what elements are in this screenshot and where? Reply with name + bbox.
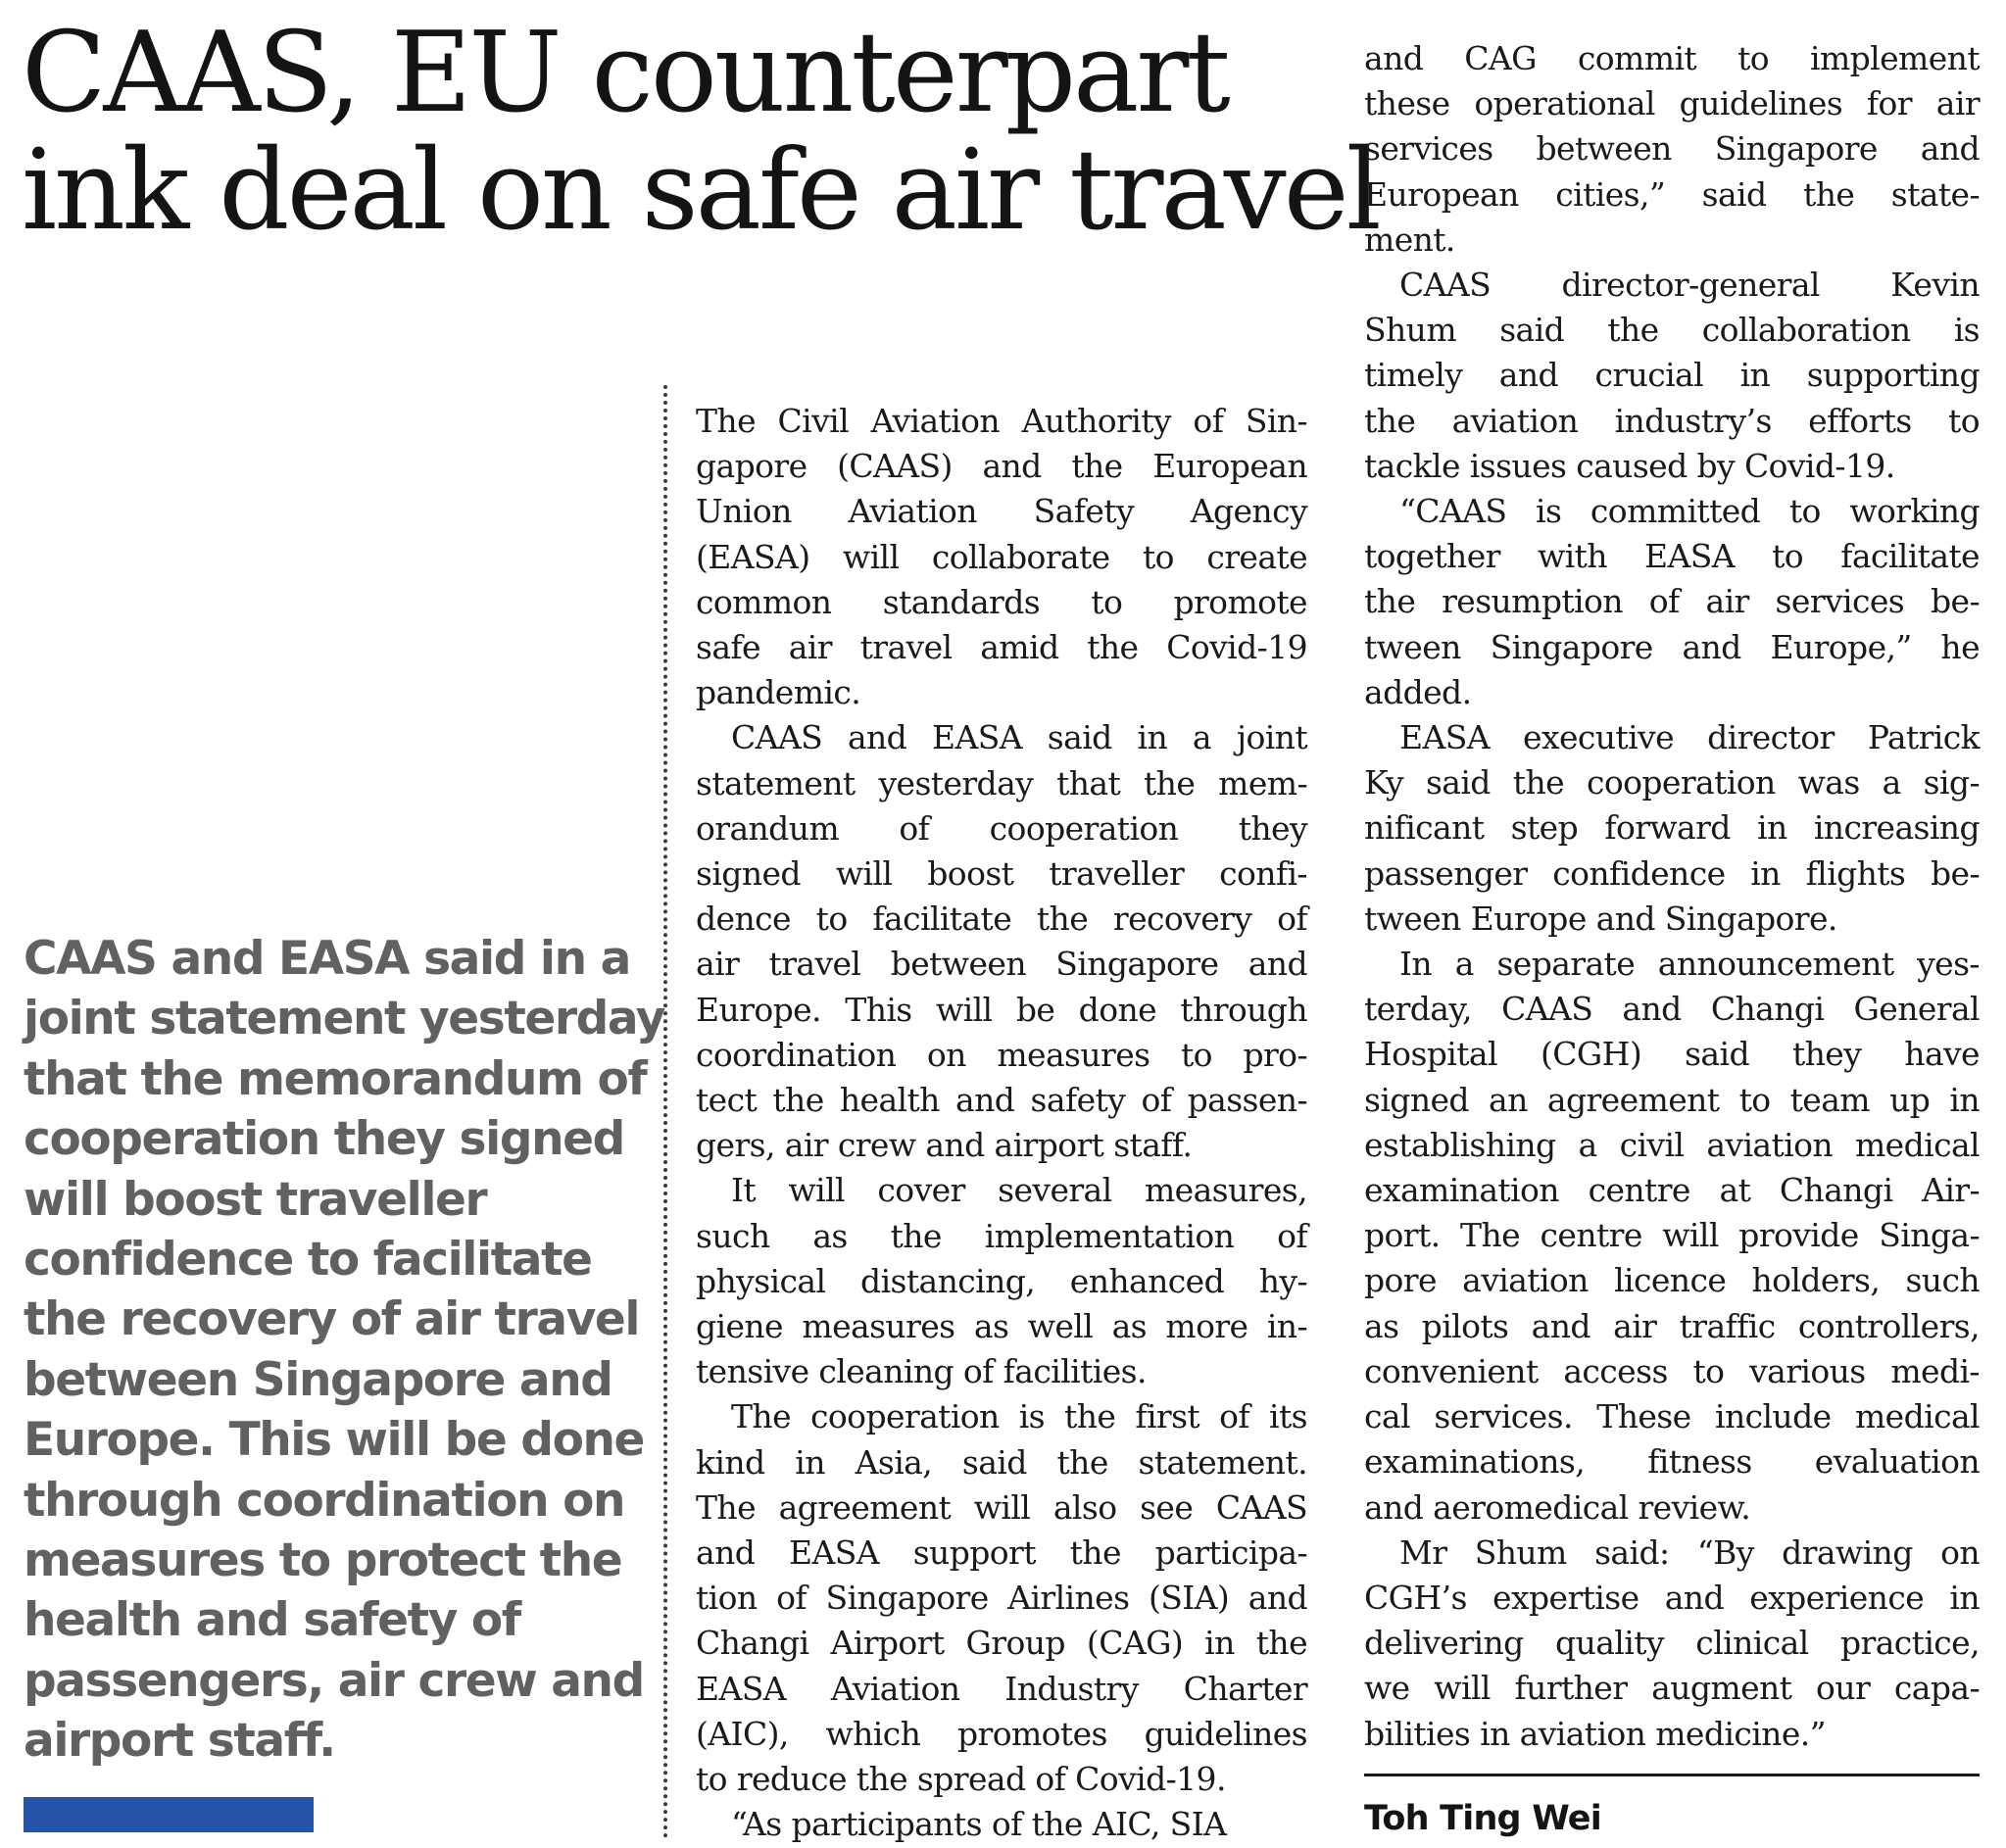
text-line: “CAAS is committed to working bbox=[1399, 492, 1980, 531]
text-line: common standards to promote bbox=[696, 582, 1307, 621]
text-line: EASA executive director Patrick bbox=[1399, 718, 1980, 757]
paragraph bbox=[696, 1168, 1307, 1394]
text-line: Ky said the cooperation was a sig- bbox=[1364, 763, 1980, 802]
body-column-1 bbox=[696, 399, 1307, 1848]
paragraph bbox=[1364, 1531, 1980, 1757]
text-line: examination centre at Changi Air- bbox=[1364, 1171, 1980, 1210]
text-line: “As participants of the AIC, SIA bbox=[731, 1805, 1227, 1844]
text-line: and aeromedical review. bbox=[1364, 1487, 1751, 1527]
text-line: air travel between Singapore and bbox=[696, 945, 1307, 984]
paragraph bbox=[1364, 263, 1980, 489]
text-line: CAAS director-general Kevin bbox=[1399, 266, 1980, 305]
text-line: bilities in aviation medicine.” bbox=[1364, 1714, 1826, 1753]
byline-divider bbox=[1364, 1774, 1980, 1776]
paragraph bbox=[696, 1394, 1307, 1802]
text-line: Hospital (CGH) said they have bbox=[1364, 1035, 1980, 1074]
paragraph bbox=[1364, 489, 1980, 715]
text-line: Changi Airport Group (CAG) in the bbox=[696, 1624, 1307, 1663]
text-line: tect the health and safety of passen- bbox=[696, 1081, 1307, 1120]
text-line: It will cover several measures, bbox=[731, 1171, 1307, 1210]
pull-quote-line: will boost traveller bbox=[24, 1172, 487, 1227]
pull-quote-line: cooperation they signed bbox=[24, 1112, 624, 1167]
byline: Toh Ting Wei bbox=[1364, 1799, 1601, 1838]
pull-quote-line: Europe. This will be done bbox=[24, 1413, 645, 1468]
text-line: tion of Singapore Airlines (SIA) and bbox=[696, 1579, 1307, 1618]
text-line: tensive cleaning of facilities. bbox=[696, 1352, 1147, 1391]
text-line: we will further augment our capa- bbox=[1364, 1669, 1980, 1708]
text-line: tween Singapore and Europe,” he bbox=[1364, 627, 1980, 666]
text-line: pandemic. bbox=[696, 673, 861, 712]
headline bbox=[22, 8, 1379, 255]
text-line: convenient access to various medi- bbox=[1364, 1351, 1980, 1390]
text-line: these operational guidelines for air bbox=[1364, 84, 1980, 123]
text-line: giene measures as well as more in- bbox=[696, 1307, 1307, 1346]
text-line: In a separate announcement yes- bbox=[1399, 945, 1980, 984]
text-line: gapore (CAAS) and the European bbox=[696, 447, 1307, 486]
pull-quote-line: passengers, air crew and bbox=[24, 1653, 644, 1708]
text-line: establishing a civil aviation medical bbox=[1364, 1125, 1980, 1164]
headline-line: ink deal on safe air travel bbox=[22, 125, 1379, 255]
paragraph bbox=[696, 715, 1307, 1168]
text-line: orandum of cooperation they bbox=[696, 808, 1307, 848]
text-line: delivering quality clinical practice, bbox=[1364, 1624, 1980, 1663]
text-line: EASA Aviation Industry Charter bbox=[696, 1669, 1307, 1708]
text-line: examinations, fitness evaluation bbox=[1364, 1442, 1980, 1482]
text-line: services between Singapore and bbox=[1364, 129, 1980, 169]
text-line: tackle issues caused by Covid-19. bbox=[1364, 446, 1895, 485]
text-line: pore aviation licence holders, such bbox=[1364, 1261, 1980, 1300]
text-line: the resumption of air services be- bbox=[1364, 582, 1980, 621]
text-line: ment. bbox=[1364, 219, 1455, 259]
text-line: Shum said the collaboration is bbox=[1364, 311, 1980, 350]
text-line: The cooperation is the first of its bbox=[731, 1397, 1307, 1436]
text-line: and EASA support the participa- bbox=[696, 1533, 1307, 1573]
paragraph bbox=[696, 399, 1307, 715]
text-line: CAAS and EASA said in a joint bbox=[731, 718, 1307, 757]
pull-quote-line: confidence to facilitate bbox=[24, 1233, 592, 1288]
text-line: cal services. These include medical bbox=[1364, 1397, 1980, 1436]
pull-quote-line: the recovery of air travel bbox=[24, 1292, 640, 1347]
text-line: as pilots and air traffic controllers, bbox=[1364, 1306, 1980, 1345]
pull-quote-line: health and safety of bbox=[24, 1593, 520, 1648]
text-line: together with EASA to facilitate bbox=[1364, 537, 1980, 576]
text-line: Europe. This will be done through bbox=[696, 990, 1307, 1029]
text-line: European cities,” said the state- bbox=[1364, 174, 1980, 214]
body-column-2 bbox=[1364, 36, 1980, 1757]
pull-quote bbox=[24, 929, 665, 1772]
text-line: terday, CAAS and Changi General bbox=[1364, 990, 1980, 1029]
text-line: kind in Asia, said the statement. bbox=[696, 1442, 1307, 1482]
text-line: (AIC), which promotes guidelines bbox=[696, 1714, 1307, 1753]
pull-quote-line: measures to protect the bbox=[24, 1533, 622, 1588]
pull-quote-line: airport staff. bbox=[24, 1714, 335, 1769]
text-line: statement yesterday that the mem- bbox=[696, 763, 1307, 802]
text-line: Union Aviation Safety Agency bbox=[696, 492, 1307, 531]
text-line: nificant step forward in increasing bbox=[1364, 808, 1980, 848]
pull-quote-line: that the memorandum of bbox=[24, 1051, 647, 1106]
text-line: tween Europe and Singapore. bbox=[1364, 899, 1837, 938]
text-line: gers, air crew and airport staff. bbox=[696, 1126, 1193, 1165]
text-line: to reduce the spread of Covid-19. bbox=[696, 1760, 1226, 1799]
pull-quote-line: joint statement yesterday bbox=[24, 992, 665, 1046]
text-line: such as the implementation of bbox=[696, 1216, 1307, 1255]
accent-bar bbox=[24, 1797, 314, 1832]
text-line: timely and crucial in supporting bbox=[1364, 356, 1980, 395]
pull-quote-line: CAAS and EASA said in a bbox=[24, 932, 630, 986]
pull-quote-line: between Singapore and bbox=[24, 1352, 612, 1407]
text-line: and CAG commit to implement bbox=[1364, 39, 1980, 77]
text-line: signed an agreement to team up in bbox=[1364, 1080, 1980, 1119]
column-divider bbox=[663, 385, 667, 1839]
paragraph bbox=[1364, 942, 1980, 1531]
headline-line: CAAS, EU counterpart bbox=[22, 8, 1228, 137]
text-line: The Civil Aviation Authority of Sin- bbox=[696, 402, 1307, 440]
text-line: added. bbox=[1364, 672, 1472, 711]
text-line: the aviation industry’s efforts to bbox=[1364, 401, 1980, 440]
pull-quote-line: through coordination on bbox=[24, 1473, 625, 1528]
text-line: (EASA) will collaborate to create bbox=[696, 537, 1307, 576]
text-line: dence to facilitate the recovery of bbox=[696, 900, 1307, 939]
text-line: port. The centre will provide Singa- bbox=[1364, 1216, 1980, 1255]
text-line: safe air travel amid the Covid-19 bbox=[696, 628, 1307, 667]
text-line: passenger confidence in flights be- bbox=[1364, 853, 1980, 893]
text-line: signed will boost traveller confi- bbox=[696, 854, 1307, 894]
paragraph bbox=[696, 1802, 1307, 1847]
paragraph bbox=[1364, 715, 1980, 942]
paragraph bbox=[1364, 36, 1980, 263]
text-line: coordination on measures to pro- bbox=[696, 1035, 1307, 1074]
text-line: Mr Shum said: “By drawing on bbox=[1399, 1532, 1980, 1572]
text-line: physical distancing, enhanced hy- bbox=[696, 1261, 1307, 1300]
text-line: The agreement will also see CAAS bbox=[696, 1487, 1307, 1527]
text-line: CGH’s expertise and experience in bbox=[1364, 1578, 1980, 1617]
